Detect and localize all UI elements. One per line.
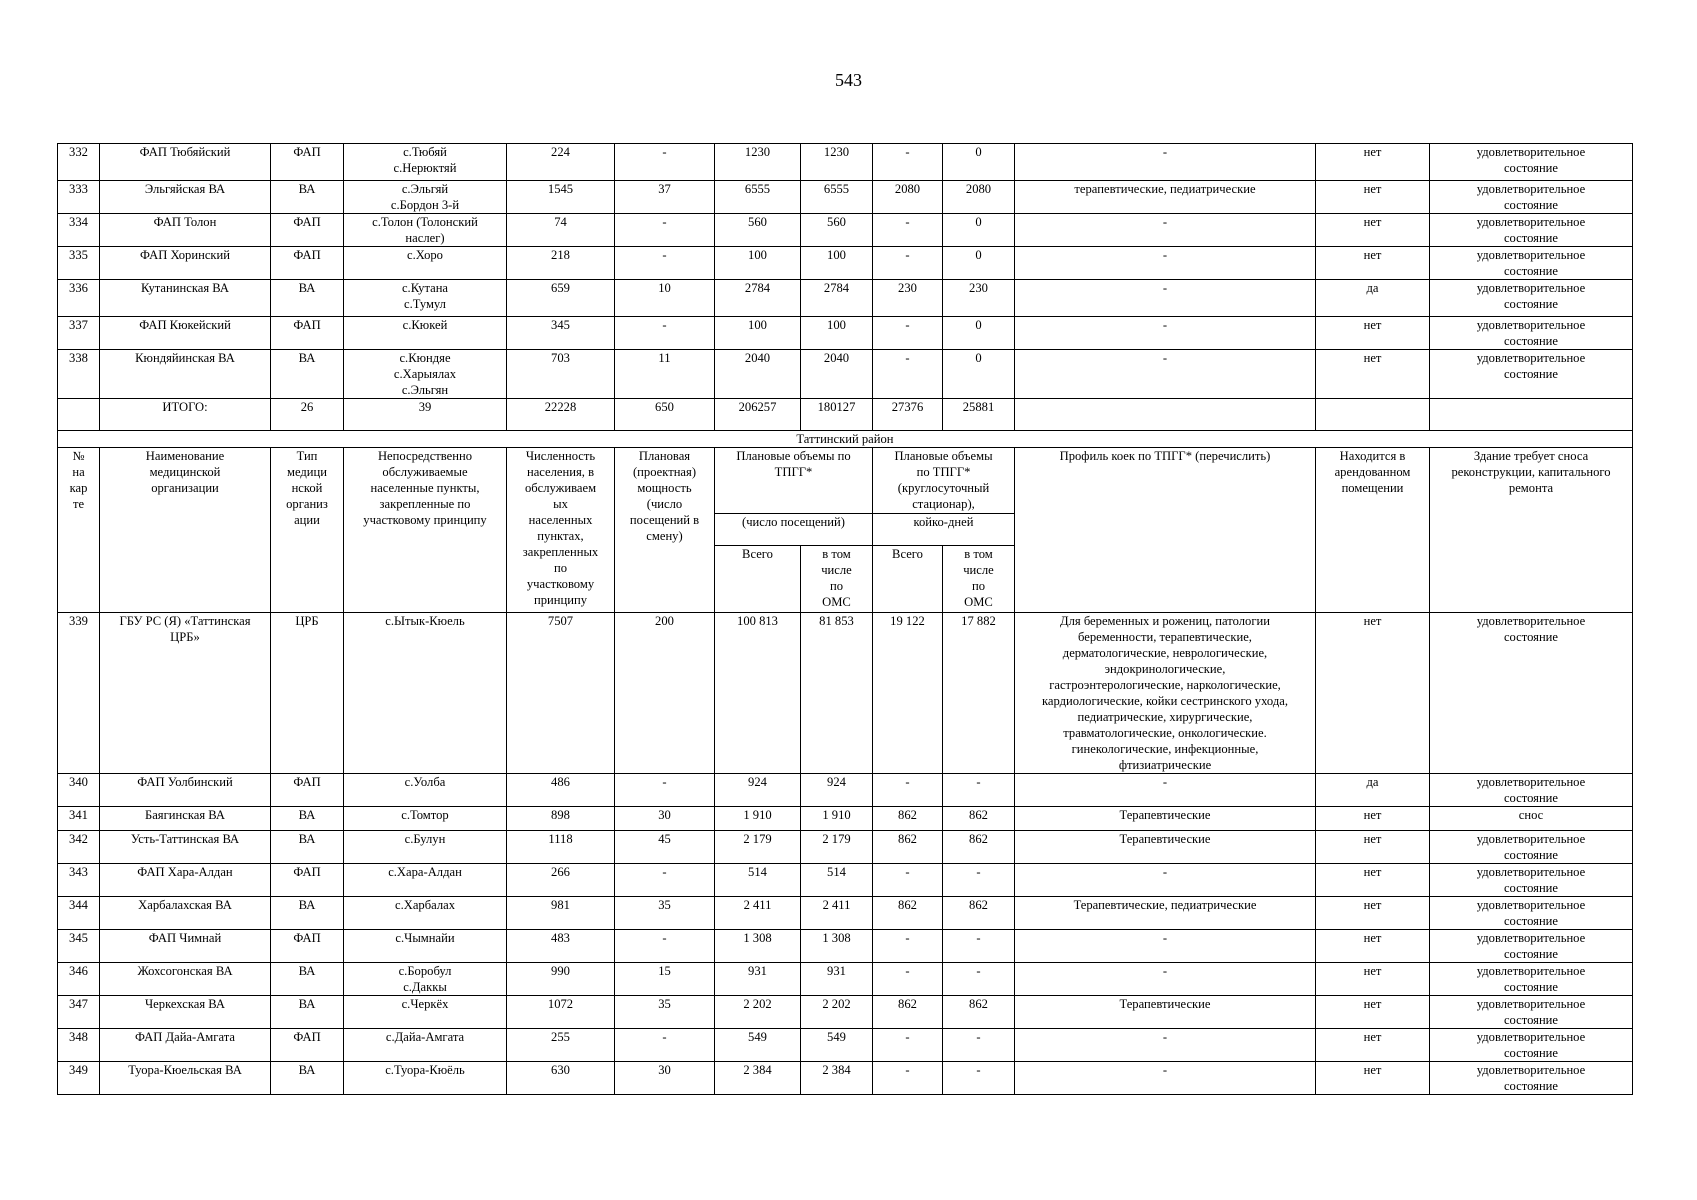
cell-building: удовлетворительное состояние [1430,897,1633,930]
cell-name: ФАП Чимнай [100,930,271,963]
cell-num: 343 [58,864,100,897]
cell-places: с.Кюкей [344,317,507,350]
cell-capacity: 45 [615,831,715,864]
cell-num: 334 [58,214,100,247]
table-row [58,214,1633,247]
cell-visits-total: 6555 [715,181,801,214]
cell-building: удовлетворительное состояние [1430,1062,1633,1095]
cell-visits-oms: 2 411 [801,897,873,930]
cell-beds-oms: - [943,774,1015,807]
total-population: 22228 [507,399,615,431]
cell-building: удовлетворительное состояние [1430,280,1633,317]
cell-visits-oms: 549 [801,1029,873,1062]
cell-num: 335 [58,247,100,280]
cell-visits-total: 1 308 [715,930,801,963]
cell-visits-total: 1 910 [715,807,801,831]
cell-visits-total: 1230 [715,144,801,181]
cell-building: удовлетворительное состояние [1430,831,1633,864]
cell-beds-oms: - [943,1062,1015,1095]
table-row [58,613,1633,774]
cell-beds-oms: 862 [943,996,1015,1029]
table-header [58,448,1633,613]
cell-name: ФАП Уолбинский [100,774,271,807]
header-places: Непосредственно обслуживаемые населенные пункты, закрепленные по участковому принципу [344,448,507,613]
cell-name: Кутанинская ВА [100,280,271,317]
table-row [58,930,1633,963]
header-building: Здание требует сноса реконструкции, капитального ремонта [1430,448,1633,613]
cell-beds-total: 862 [873,996,943,1029]
cell-population: 1545 [507,181,615,214]
cell-type: ЦРБ [271,613,344,774]
cell-type: ВА [271,181,344,214]
cell-capacity: 30 [615,1062,715,1095]
cell-capacity: - [615,864,715,897]
cell-visits-total: 2784 [715,280,801,317]
cell-capacity: - [615,214,715,247]
cell-beds-total: - [873,317,943,350]
header-beds-oms: в том числе по ОМС [943,546,1015,613]
cell-type: ВА [271,897,344,930]
cell-places: с.Ытык-Кюель [344,613,507,774]
cell-visits-total: 560 [715,214,801,247]
cell-building: удовлетворительное состояние [1430,996,1633,1029]
cell-name: Усть-Таттинская ВА [100,831,271,864]
cell-type: ФАП [271,1029,344,1062]
header-rented: Находится в арендованном помещении [1316,448,1430,613]
cell-building: удовлетворительное состояние [1430,317,1633,350]
cell-beds-total: - [873,963,943,996]
cell-type: ФАП [271,864,344,897]
cell-population: 266 [507,864,615,897]
cell-places: с.Туора-Кюёль [344,1062,507,1095]
cell-rented: нет [1316,247,1430,280]
cell-capacity: - [615,317,715,350]
cell-population: 703 [507,350,615,399]
cell-capacity: 30 [615,807,715,831]
cell-num: 346 [58,963,100,996]
cell-building: удовлетворительное состояние [1430,774,1633,807]
cell-rented: нет [1316,963,1430,996]
cell-visits-total: 924 [715,774,801,807]
cell-beds-total: 862 [873,831,943,864]
cell-num: 347 [58,996,100,1029]
total-section [58,399,1633,448]
total-beds-oms: 25881 [943,399,1015,431]
cell-population: 218 [507,247,615,280]
cell-visits-oms: 1230 [801,144,873,181]
table-row [58,897,1633,930]
cell-beds-oms: 0 [943,214,1015,247]
cell-beds-oms: 0 [943,317,1015,350]
cell-beds-total: - [873,350,943,399]
table-row [58,280,1633,317]
cell-beds-oms: 2080 [943,181,1015,214]
cell-num: 340 [58,774,100,807]
cell-type: ВА [271,1062,344,1095]
cell-visits-total: 549 [715,1029,801,1062]
cell-beds-oms: 862 [943,897,1015,930]
cell-visits-total: 931 [715,963,801,996]
cell-type: ВА [271,963,344,996]
cell-building: удовлетворительное состояние [1430,1029,1633,1062]
cell-rented: нет [1316,317,1430,350]
cell-population: 630 [507,1062,615,1095]
cell-profile: терапевтические, педиатрические [1015,181,1316,214]
table-row [58,317,1633,350]
cell-beds-oms: 0 [943,144,1015,181]
cell-name: Кюндяйинская ВА [100,350,271,399]
cell-places: с.Кюндяе с.Харыялах с.Эльгян [344,350,507,399]
cell-population: 255 [507,1029,615,1062]
cell-num: 342 [58,831,100,864]
table-row [58,996,1633,1029]
cell-capacity: - [615,247,715,280]
table-row [58,963,1633,996]
table-row [58,181,1633,214]
page-number: 543 [835,70,862,90]
cell-beds-total: - [873,144,943,181]
cell-beds-oms: - [943,1029,1015,1062]
cell-type: ФАП [271,317,344,350]
cell-rented: да [1316,280,1430,317]
cell-profile: - [1015,1029,1316,1062]
cell-rented: нет [1316,1029,1430,1062]
cell-num: 349 [58,1062,100,1095]
cell-rented: нет [1316,864,1430,897]
cell-population: 74 [507,214,615,247]
cell-name: Эльгяйская ВА [100,181,271,214]
cell-beds-total: - [873,930,943,963]
cell-capacity: 10 [615,280,715,317]
cell-visits-total: 2 384 [715,1062,801,1095]
table-row [58,350,1633,399]
header-profile: Профиль коек по ТПГГ* (перечислить) [1015,448,1316,613]
header-visits-unit: (число посещений) [715,514,873,546]
cell-population: 486 [507,774,615,807]
cell-rented: нет [1316,897,1430,930]
cell-visits-oms: 2040 [801,350,873,399]
cell-population: 981 [507,897,615,930]
cell-building: удовлетворительное состояние [1430,350,1633,399]
cell-rented: нет [1316,930,1430,963]
district-row [58,431,1633,448]
cell-visits-oms: 1 308 [801,930,873,963]
bottom-rows [58,613,1633,1095]
cell-beds-oms: 862 [943,807,1015,831]
cell-beds-total: 862 [873,807,943,831]
cell-profile: - [1015,774,1316,807]
cell-population: 483 [507,930,615,963]
cell-capacity: - [615,774,715,807]
cell-places: с.Хоро [344,247,507,280]
cell-capacity: - [615,144,715,181]
table-row [58,144,1633,181]
cell-population: 345 [507,317,615,350]
top-rows [58,144,1633,399]
cell-rented: нет [1316,613,1430,774]
cell-beds-total: 19 122 [873,613,943,774]
cell-rented: нет [1316,350,1430,399]
cell-population: 990 [507,963,615,996]
table-row [58,774,1633,807]
cell-visits-oms: 1 910 [801,807,873,831]
cell-building: удовлетворительное состояние [1430,864,1633,897]
cell-profile: - [1015,214,1316,247]
cell-name: Харбалахская ВА [100,897,271,930]
cell-profile: - [1015,963,1316,996]
cell-type: ФАП [271,930,344,963]
total-places: 39 [344,399,507,431]
table-row [58,1062,1633,1095]
cell-profile: - [1015,317,1316,350]
cell-building: удовлетворительное состояние [1430,247,1633,280]
cell-places: с.Хара-Алдан [344,864,507,897]
cell-num: 336 [58,280,100,317]
cell-places: с.Толон (Толонский наслег) [344,214,507,247]
cell-beds-oms: 862 [943,831,1015,864]
cell-profile: - [1015,350,1316,399]
cell-capacity: 15 [615,963,715,996]
header-visits-total: Всего [715,546,801,613]
cell-name: Черкехская ВА [100,996,271,1029]
cell-population: 1072 [507,996,615,1029]
cell-beds-oms: - [943,963,1015,996]
cell-building: удовлетворительное состояние [1430,214,1633,247]
cell-population: 659 [507,280,615,317]
total-beds-total: 27376 [873,399,943,431]
cell-beds-total: - [873,247,943,280]
total-label: ИТОГО: [100,399,271,431]
cell-visits-oms: 100 [801,317,873,350]
cell-name: ФАП Хоринский [100,247,271,280]
cell-visits-total: 100 [715,247,801,280]
cell-population: 1118 [507,831,615,864]
cell-beds-oms: 0 [943,350,1015,399]
cell-population: 224 [507,144,615,181]
cell-building: снос [1430,807,1633,831]
cell-rented: нет [1316,181,1430,214]
cell-visits-oms: 924 [801,774,873,807]
cell-beds-total: 230 [873,280,943,317]
cell-rented: нет [1316,807,1430,831]
cell-visits-total: 100 [715,317,801,350]
cell-name: ГБУ РС (Я) «Таттинская ЦРБ» [100,613,271,774]
cell-type: ВА [271,350,344,399]
cell-rented: нет [1316,996,1430,1029]
total-profile-cell [1015,399,1316,431]
table-row [58,1029,1633,1062]
cell-rented: нет [1316,214,1430,247]
district-title: Таттинский район [58,431,1633,448]
cell-num: 341 [58,807,100,831]
total-rented-cell [1316,399,1430,431]
cell-places: с.Чымнайи [344,930,507,963]
cell-beds-total: 862 [873,897,943,930]
cell-profile: - [1015,247,1316,280]
cell-building: удовлетворительное состояние [1430,930,1633,963]
cell-beds-oms: 17 882 [943,613,1015,774]
cell-name: ФАП Хара-Алдан [100,864,271,897]
cell-profile: - [1015,1062,1316,1095]
cell-rented: нет [1316,831,1430,864]
cell-visits-total: 2 179 [715,831,801,864]
cell-capacity: - [615,930,715,963]
cell-visits-oms: 6555 [801,181,873,214]
cell-beds-total: - [873,1062,943,1095]
cell-visits-oms: 2 179 [801,831,873,864]
cell-beds-total: - [873,864,943,897]
cell-profile: - [1015,930,1316,963]
cell-places: с.Кутана с.Тумул [344,280,507,317]
cell-places: с.Томтор [344,807,507,831]
total-capacity: 650 [615,399,715,431]
cell-visits-oms: 81 853 [801,613,873,774]
cell-visits-oms: 560 [801,214,873,247]
cell-beds-total: - [873,1029,943,1062]
header-population: Численность населения, в обслуживаем ых населенных пунктах, закрепленных по участковому принципу [507,448,615,613]
cell-building: удовлетворительное состояние [1430,181,1633,214]
header-num: № на кар те [58,448,100,613]
header-visits: Плановые объемы по ТПГГ* [715,448,873,514]
cell-population: 7507 [507,613,615,774]
cell-name: ФАП Толон [100,214,271,247]
cell-beds-oms: - [943,930,1015,963]
cell-profile: - [1015,280,1316,317]
cell-beds-oms: 230 [943,280,1015,317]
cell-places: с.Тюбяй с.Нерюктяй [344,144,507,181]
cell-capacity: 11 [615,350,715,399]
cell-num: 338 [58,350,100,399]
table-row [58,831,1633,864]
cell-num: 345 [58,930,100,963]
cell-places: с.Дайа-Амгата [344,1029,507,1062]
cell-visits-total: 2 202 [715,996,801,1029]
total-row [58,399,1633,431]
facilities-table [57,143,1633,1095]
cell-rented: нет [1316,1062,1430,1095]
cell-num: 332 [58,144,100,181]
cell-profile: Для беременных и рожениц, патологии беременности, терапевтические, дерматологические, неврологические, эндокринологические, гастроэнтерологические, наркологические, кардиологические, койки сестринского ухода, педиатрические, хирургические, травматологические, онкологические. гинекологические, инфекционные, фтизиатрические [1015,613,1316,774]
header-beds-unit: койко-дней [873,514,1015,546]
cell-beds-oms: - [943,864,1015,897]
cell-name: ФАП Дайа-Амгата [100,1029,271,1062]
cell-profile: Терапевтические [1015,831,1316,864]
cell-num: 337 [58,317,100,350]
cell-beds-oms: 0 [943,247,1015,280]
cell-name: Баягинская ВА [100,807,271,831]
cell-type: ВА [271,807,344,831]
header-type: Тип медици нской организ ации [271,448,344,613]
cell-building: удовлетворительное состояние [1430,144,1633,181]
cell-type: ФАП [271,247,344,280]
cell-visits-oms: 100 [801,247,873,280]
cell-visits-oms: 514 [801,864,873,897]
header-visits-oms: в том числе по ОМС [801,546,873,613]
cell-places: с.Уолба [344,774,507,807]
cell-profile: Терапевтические [1015,996,1316,1029]
cell-profile: Терапевтические [1015,807,1316,831]
cell-visits-oms: 2 202 [801,996,873,1029]
cell-beds-total: 2080 [873,181,943,214]
cell-type: ВА [271,996,344,1029]
cell-rented: нет [1316,144,1430,181]
total-visits-total: 206257 [715,399,801,431]
cell-places: с.Харбалах [344,897,507,930]
total-num-cell [58,399,100,431]
total-visits-oms: 180127 [801,399,873,431]
header-capacity: Плановая (проектная) мощность (число посещений в смену) [615,448,715,613]
cell-profile: - [1015,144,1316,181]
cell-capacity: 37 [615,181,715,214]
cell-type: ФАП [271,144,344,181]
cell-population: 898 [507,807,615,831]
header-beds-total: Всего [873,546,943,613]
cell-beds-total: - [873,214,943,247]
cell-name: Туора-Кюельская ВА [100,1062,271,1095]
cell-type: ФАП [271,774,344,807]
header-name: Наименование медицинской организации [100,448,271,613]
cell-type: ВА [271,831,344,864]
total-building-cell [1430,399,1633,431]
cell-capacity: 35 [615,996,715,1029]
cell-visits-oms: 2 384 [801,1062,873,1095]
cell-places: с.Булун [344,831,507,864]
cell-building: удовлетворительное состояние [1430,613,1633,774]
cell-type: ФАП [271,214,344,247]
cell-capacity: - [615,1029,715,1062]
cell-visits-oms: 2784 [801,280,873,317]
cell-name: ФАП Тюбяйский [100,144,271,181]
cell-visits-total: 2040 [715,350,801,399]
cell-visits-total: 100 813 [715,613,801,774]
cell-visits-total: 514 [715,864,801,897]
cell-beds-total: - [873,774,943,807]
total-type: 26 [271,399,344,431]
table-row [58,807,1633,831]
cell-num: 344 [58,897,100,930]
cell-profile: Терапевтические, педиатрические [1015,897,1316,930]
cell-name: Жохсогонская ВА [100,963,271,996]
header-beds: Плановые объемы по ТПГГ* (круглосуточный стационар), [873,448,1015,514]
cell-visits-total: 2 411 [715,897,801,930]
cell-building: удовлетворительное состояние [1430,963,1633,996]
cell-profile: - [1015,864,1316,897]
cell-rented: да [1316,774,1430,807]
cell-places: с.Боробул с.Даккы [344,963,507,996]
table-row [58,864,1633,897]
table-row [58,247,1633,280]
cell-num: 348 [58,1029,100,1062]
cell-capacity: 35 [615,897,715,930]
cell-type: ВА [271,280,344,317]
cell-capacity: 200 [615,613,715,774]
cell-name: ФАП Кюкейский [100,317,271,350]
cell-num: 333 [58,181,100,214]
cell-visits-oms: 931 [801,963,873,996]
cell-num: 339 [58,613,100,774]
cell-places: с.Черкёх [344,996,507,1029]
cell-places: с.Эльгяй с.Бордон 3-й [344,181,507,214]
